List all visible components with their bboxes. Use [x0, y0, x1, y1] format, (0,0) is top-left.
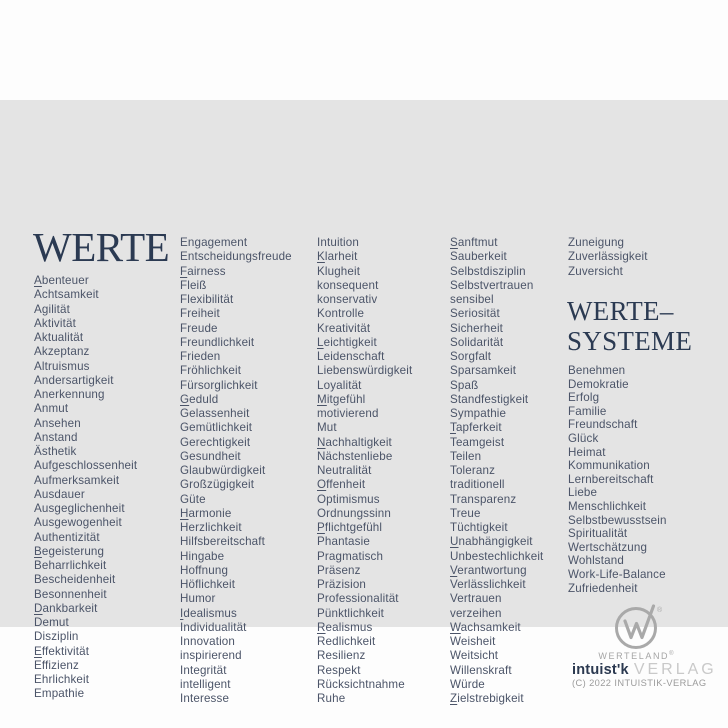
- value-word: Selbstbewusstsein: [568, 513, 667, 527]
- value-word: Sorgfalt: [450, 350, 492, 363]
- werteland-wordmark: WERTELAND: [598, 651, 670, 661]
- underlined-initial: V: [450, 563, 458, 577]
- value-word: Beharrlichkeit: [34, 559, 107, 572]
- value-word: Freude: [180, 321, 218, 335]
- value-word: Achtsamkeit: [34, 288, 99, 302]
- value-word: Sanftmut: [450, 236, 498, 249]
- value-word: Teilen: [450, 449, 482, 463]
- value-word: Sauberkeit: [450, 250, 507, 264]
- value-word: Treue: [450, 506, 481, 520]
- value-word: Besonnenheit: [34, 587, 107, 601]
- value-word: Liebenswürdigkeit: [317, 364, 413, 378]
- value-word: Hilfsbereitschaft: [180, 535, 266, 549]
- value-word: Toleranz: [450, 464, 496, 477]
- value-word: Leichtigkeit: [317, 335, 377, 349]
- page-title: WERTE: [33, 224, 170, 270]
- werte-poster: [0, 100, 728, 705]
- value-word: Weisheit: [450, 635, 496, 648]
- value-word: Demut: [34, 616, 69, 629]
- underlined-initial: S: [450, 236, 458, 249]
- underlined-initial: F: [180, 264, 188, 278]
- value-word: Effizienz: [34, 658, 79, 672]
- value-word: Freundschaft: [568, 418, 638, 432]
- value-word: Demokratie: [568, 377, 629, 391]
- value-word: Fairness: [180, 264, 226, 278]
- underlined-initial: D: [34, 601, 43, 615]
- underlined-initial: B: [34, 544, 42, 558]
- value-word: Liebe: [568, 486, 598, 500]
- value-word: Transparenz: [450, 492, 517, 506]
- value-word: Offenheit: [317, 478, 366, 492]
- value-word: Optimismus: [317, 492, 380, 506]
- value-word: Pflichtgefühl: [317, 521, 383, 534]
- value-word: Flexibilität: [180, 293, 234, 306]
- value-word: Wohlstand: [568, 554, 624, 568]
- value-word: Fleiß: [180, 278, 207, 292]
- werte-systeme-heading-line1: WERTE–: [567, 296, 674, 326]
- value-word: Rücksichtnahme: [317, 677, 405, 691]
- value-word: Mut: [317, 421, 337, 435]
- value-word: Fröhlichkeit: [180, 364, 242, 378]
- value-word: Erfolg: [568, 391, 600, 405]
- value-word: Zuneigung: [568, 236, 625, 249]
- value-word: Interesse: [180, 692, 230, 705]
- publisher-verlag-label: VERLAG: [633, 661, 717, 678]
- values-column-5-top: [568, 236, 648, 279]
- value-word: Aktualität: [34, 331, 84, 344]
- value-word: Professionalität: [317, 592, 399, 606]
- value-word: Pünktlichkeit: [317, 606, 385, 620]
- value-word: Abenteuer: [34, 274, 89, 287]
- value-word: Sparsamkeit: [450, 364, 517, 378]
- value-word: Familie: [568, 404, 607, 418]
- value-word: motivierend: [317, 407, 379, 420]
- underlined-initial: H: [180, 506, 189, 520]
- value-word: Seriosität: [450, 307, 500, 321]
- value-word: Standfestigkeit: [450, 392, 529, 406]
- value-word: Ansehen: [34, 416, 81, 430]
- value-word: sensibel: [450, 293, 494, 306]
- value-word: Unabhängigkeit: [450, 535, 533, 549]
- value-word: konsequent: [317, 278, 379, 292]
- value-word: Ästhetik: [34, 445, 77, 458]
- werte-systeme-heading-line2: SYSTEME: [567, 326, 693, 356]
- value-word: Individualität: [180, 620, 247, 634]
- value-word: Präzision: [317, 578, 367, 591]
- value-word: Integrität: [180, 663, 227, 677]
- value-word: Neutralität: [317, 464, 372, 477]
- value-word: Intuition: [317, 236, 359, 249]
- underlined-initial: U: [450, 535, 459, 549]
- value-word: Agilität: [34, 302, 70, 316]
- underlined-initial: N: [317, 435, 326, 449]
- value-word: Menschlichkeit: [568, 499, 647, 513]
- value-word: Empathie: [34, 687, 85, 701]
- value-word: Anmut: [34, 402, 69, 416]
- value-word: intelligent: [180, 677, 231, 691]
- underlined-initial: I: [180, 606, 184, 620]
- value-word: Zielstrebigkeit: [450, 692, 524, 705]
- value-word: Aufmerksamkeit: [34, 473, 120, 487]
- value-word: Heimat: [568, 445, 606, 459]
- value-word: Loyalität: [317, 378, 362, 392]
- value-word: Glaubwürdigkeit: [180, 464, 266, 477]
- value-word: Kreativität: [317, 321, 371, 335]
- value-word: Selbstdisziplin: [450, 264, 526, 278]
- value-word: Ausgeglichenheit: [34, 502, 125, 515]
- werte-systeme-heading: [567, 296, 692, 356]
- value-word: Klugheit: [317, 264, 361, 278]
- value-word: Andersartigkeit: [34, 373, 114, 387]
- value-word: Lernbereitschaft: [568, 472, 654, 486]
- value-word: Authentizität: [34, 530, 100, 544]
- value-word: Aktivität: [34, 316, 76, 330]
- value-word: Solidarität: [450, 335, 504, 349]
- value-word: Nächstenliebe: [317, 449, 393, 463]
- values-column-2: [180, 236, 292, 706]
- value-word: Aufgeschlossenheit: [34, 459, 138, 473]
- underlined-initial: O: [317, 478, 327, 492]
- publisher-name: intuist'k: [572, 662, 629, 678]
- value-word: Unbestechlichkeit: [450, 549, 544, 563]
- value-word: Respekt: [317, 663, 361, 677]
- values-column-3: [317, 236, 412, 706]
- value-word: Sympathie: [450, 407, 507, 420]
- value-word: Tüchtigkeit: [450, 521, 508, 534]
- value-word: Pragmatisch: [317, 549, 384, 563]
- value-word: Willenskraft: [450, 663, 512, 677]
- value-word: Freundlichkeit: [180, 335, 255, 349]
- value-word: Freiheit: [180, 307, 220, 321]
- value-word: Geduld: [180, 392, 219, 406]
- value-word: verzeihen: [450, 606, 502, 620]
- value-word: Zufriedenheit: [568, 581, 638, 595]
- underlined-initial: W: [450, 620, 461, 634]
- value-word: Ausdauer: [34, 487, 85, 501]
- registered-mark: ®: [669, 651, 674, 657]
- value-word: Effektivität: [34, 644, 90, 658]
- value-word: Harmonie: [180, 506, 232, 520]
- value-word: Zuverlässigkeit: [568, 250, 648, 264]
- value-word: inspirierend: [180, 649, 242, 663]
- value-word: Gelassenheit: [180, 407, 250, 420]
- value-word: Fürsorglichkeit: [180, 378, 258, 392]
- value-word: Weitsicht: [450, 649, 499, 663]
- value-word: Nachhaltigkeit: [317, 435, 392, 449]
- underlined-initial: K: [317, 250, 325, 264]
- value-word: Hoffnung: [180, 563, 229, 577]
- value-word: Zuversicht: [568, 264, 623, 278]
- value-word: Entscheidungsfreude: [180, 250, 292, 264]
- value-word: Bescheidenheit: [34, 573, 116, 587]
- value-word: Akzeptanz: [34, 345, 90, 359]
- value-word: Mitgefühl: [317, 392, 366, 406]
- value-word: Benehmen: [568, 364, 626, 377]
- value-word: Präsenz: [317, 563, 361, 577]
- value-word: Begeisterung: [34, 544, 105, 558]
- value-word: Gerechtigkeit: [180, 435, 251, 449]
- value-word: Resilienz: [317, 649, 366, 663]
- value-word: konservativ: [317, 293, 378, 306]
- value-word: Großzügigkeit: [180, 478, 255, 492]
- value-word: Vertrauen: [450, 592, 502, 606]
- value-word: Engagement: [180, 236, 248, 249]
- value-word: Altruismus: [34, 359, 90, 373]
- value-word: Leidenschaft: [317, 350, 385, 363]
- underlined-initial: R: [317, 620, 326, 634]
- value-word: Ordnungssinn: [317, 506, 391, 520]
- value-word: Dankbarkeit: [34, 601, 98, 615]
- value-word: Klarheit: [317, 250, 358, 264]
- value-word: Güte: [180, 492, 206, 506]
- publisher-logo: [572, 661, 717, 679]
- value-word: Sicherheit: [450, 321, 504, 335]
- value-word: Ausgewogenheit: [34, 516, 122, 530]
- value-word: Wertschätzung: [568, 540, 648, 554]
- value-word: Spaß: [450, 378, 479, 392]
- value-word: Humor: [180, 592, 216, 606]
- value-word: Work-Life-Balance: [568, 567, 666, 581]
- value-word: Realismus: [317, 620, 373, 634]
- value-word: Hingabe: [180, 549, 225, 563]
- value-word: Anstand: [34, 430, 78, 444]
- underlined-initial: T: [450, 421, 456, 435]
- value-word: Disziplin: [34, 630, 79, 644]
- value-word: Glück: [568, 431, 599, 445]
- value-word: Spiritualität: [568, 527, 628, 541]
- value-word: Tapferkeit: [450, 421, 502, 435]
- value-word: Wachsamkeit: [450, 620, 521, 634]
- underlined-initial: G: [180, 392, 190, 406]
- underlined-initial: P: [317, 521, 325, 534]
- value-word: Herzlichkeit: [180, 521, 242, 534]
- underlined-initial: E: [34, 644, 42, 658]
- werteland-logo-label: [570, 651, 702, 661]
- value-word: Gemütlichkeit: [180, 421, 253, 435]
- value-word: Kommunikation: [568, 459, 650, 473]
- value-word: Ehrlichkeit: [34, 673, 90, 686]
- value-word: Kontrolle: [317, 307, 365, 321]
- values-column-4: [450, 236, 543, 706]
- value-word: Innovation: [180, 635, 236, 648]
- underlined-initial: M: [317, 392, 327, 406]
- value-word: Teamgeist: [450, 435, 505, 449]
- value-word: Ruhe: [317, 692, 346, 705]
- underlined-initial: L: [317, 335, 324, 349]
- value-word: Verlässlichkeit: [450, 578, 526, 591]
- value-word: Redlichkeit: [317, 635, 376, 648]
- value-word: Verantwortung: [450, 563, 527, 577]
- value-word: Gesundheit: [180, 449, 241, 463]
- values-column-1: [34, 274, 137, 702]
- underlined-initial: A: [34, 274, 42, 287]
- value-word: Phantasie: [317, 535, 370, 549]
- svg-text:®: ®: [657, 607, 663, 614]
- value-word: Höflichkeit: [180, 578, 236, 591]
- value-word: Anerkennung: [34, 388, 105, 401]
- value-word: Selbstvertrauen: [450, 278, 534, 292]
- value-word: Idealismus: [180, 606, 237, 620]
- werte-systeme-list: [568, 364, 667, 595]
- value-word: traditionell: [450, 478, 505, 492]
- value-word: Frieden: [180, 350, 221, 363]
- underlined-initial: Z: [450, 692, 458, 705]
- copyright-text: (C) 2022 INTUISTIK-VERLAG: [572, 678, 707, 688]
- value-word: Würde: [450, 677, 485, 691]
